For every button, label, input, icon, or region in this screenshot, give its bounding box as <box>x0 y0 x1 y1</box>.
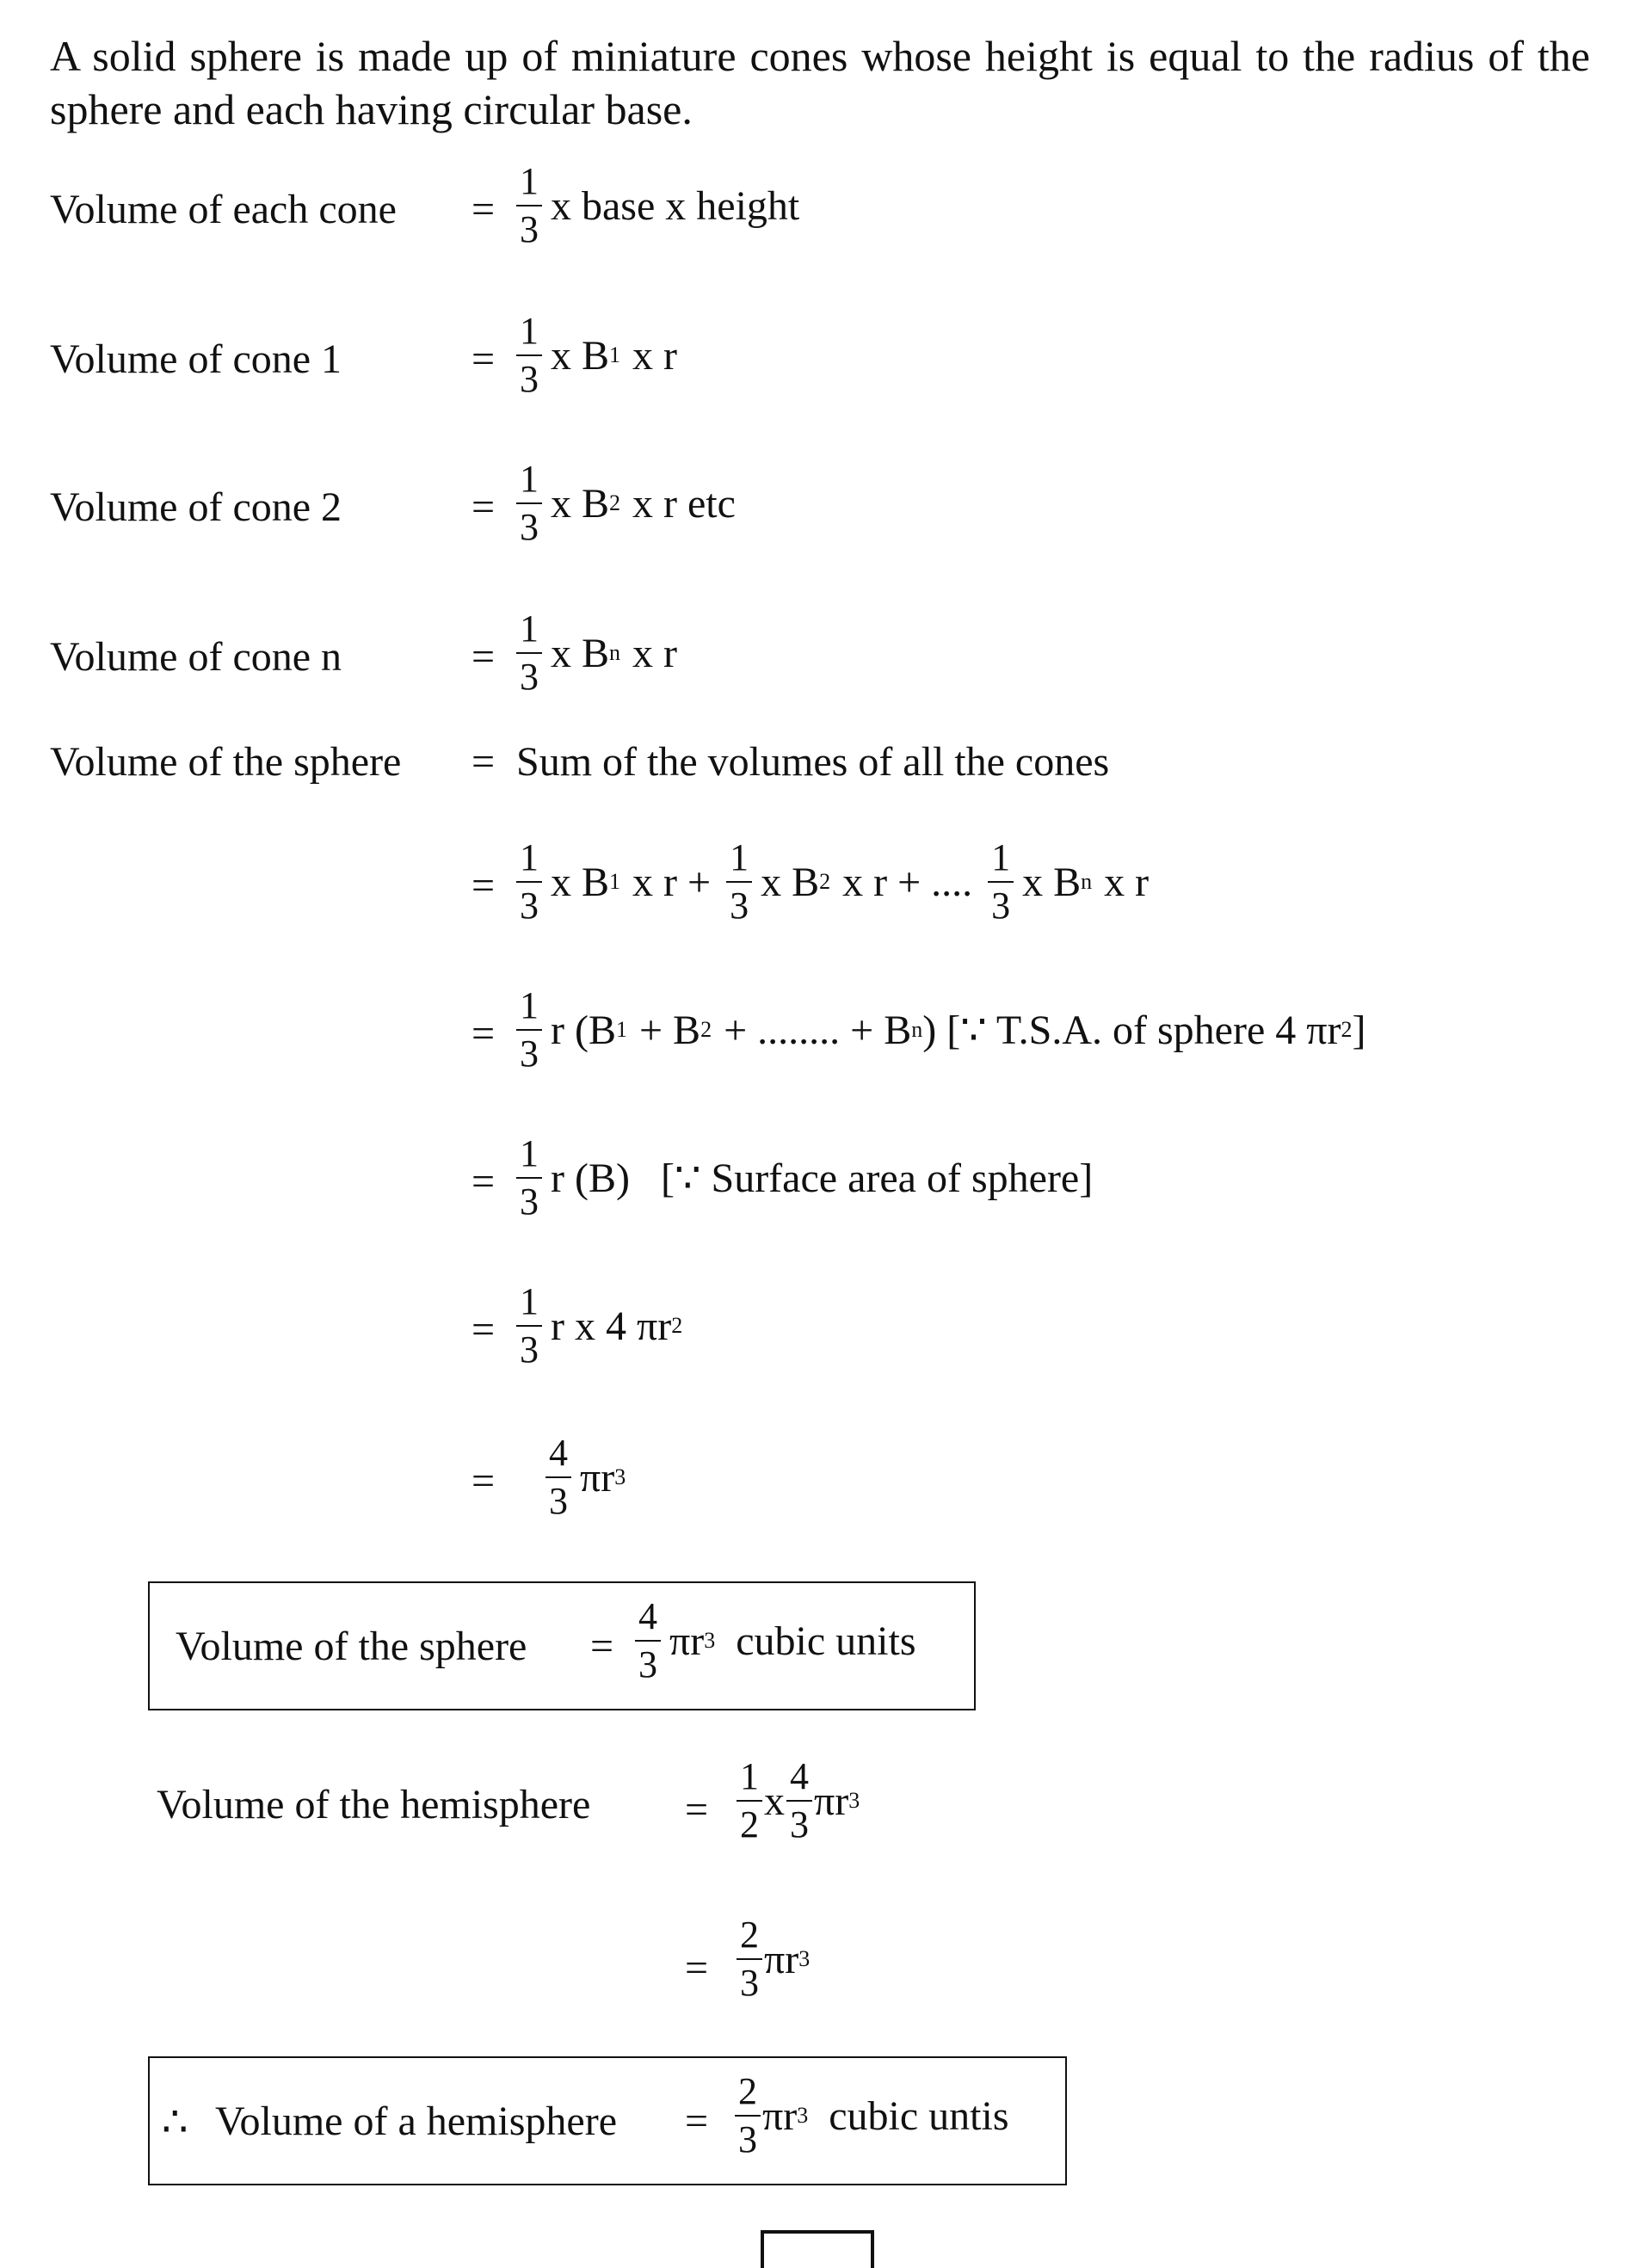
expression: $\frac{1}{3}$ r (B 1 + B 2 + ........ + B n ) [∵ T.S.A. of sphere 4 πr 2 ] <box>513 986 1365 1074</box>
therefore-symbol: ∴ <box>162 2099 188 2145</box>
expression: $\frac{1}{3}$ x B 2 x r etc <box>513 459 736 547</box>
row-volume-hemisphere-result <box>0 1905 1652 2034</box>
fraction: $\frac{2}{3}$ <box>735 2072 761 2160</box>
fraction: $\frac{4}{3}$ <box>635 1597 661 1685</box>
row-step-4 <box>0 1272 1652 1392</box>
row-volume-cone-2 <box>0 449 1652 570</box>
page-number-box <box>761 2230 874 2268</box>
expression: $\frac{1}{3}$ x B 1 x r <box>513 311 677 399</box>
row-volume-cone-n <box>0 599 1652 719</box>
label: Volume of cone 1 <box>50 336 342 382</box>
fraction: $\frac{1}{3}$ <box>516 311 542 399</box>
equals-sign: = <box>472 1011 496 1057</box>
row-volume-each-cone <box>0 151 1652 272</box>
equals-sign: = <box>472 634 496 680</box>
label: Volume of a hemisphere <box>215 2099 617 2144</box>
fraction: $\frac{1}{3}$ <box>516 1134 542 1222</box>
label: Volume of each cone <box>50 187 397 232</box>
fraction: $\frac{1}{3}$ <box>726 838 752 926</box>
intro-paragraph: A solid sphere is made up of miniature cones whose height is equal to the radius of the sphere and each having circular base. <box>50 32 1590 133</box>
label: Volume of cone 2 <box>50 484 342 530</box>
expression: $\frac{1}{3}$ r (B) [∵ Surface area of sphere] <box>513 1134 1093 1222</box>
equals-sign: = <box>685 2099 709 2144</box>
fraction: $\frac{1}{3}$ <box>516 838 542 926</box>
expression: $\frac{4}{3}$ πr 3 cubic units <box>632 1597 916 1685</box>
equals-sign: = <box>472 187 496 232</box>
fraction: $\frac{1}{2}$ <box>737 1757 762 1845</box>
row-volume-sphere-sum <box>0 733 1652 793</box>
label: Volume of the sphere <box>176 1624 527 1669</box>
expression: $\frac{2}{3}$ πr 3 cubic untis <box>731 2072 1009 2160</box>
expression: $\frac{1}{2}$ x $\frac{4}{3}$ πr 3 <box>733 1757 860 1845</box>
row-volume-hemisphere <box>0 1747 1652 1876</box>
fraction: $\frac{4}{3}$ <box>786 1757 812 1845</box>
expression: $\frac{2}{3}$ πr 3 <box>733 1915 810 2003</box>
equals-sign: = <box>472 739 496 785</box>
equals-sign: = <box>685 1945 709 1991</box>
result-box-sphere <box>148 1581 976 1710</box>
equals-sign: = <box>472 863 496 909</box>
expression: $\frac{4}{3}$ πr 3 <box>542 1433 626 1521</box>
expression: $\frac{1}{3}$ x B 1 x r + $\frac{1}{3}$ x B 2 x r + .... $\frac{1}{3}$ x B n x r <box>513 838 1149 926</box>
equals-sign: = <box>590 1624 614 1669</box>
expression: Sum of the volumes of all the cones <box>516 739 1110 785</box>
equals-sign: = <box>472 1458 496 1504</box>
label: Volume of the hemisphere <box>157 1782 591 1827</box>
fraction: $\frac{2}{3}$ <box>737 1915 762 2003</box>
row-step-2 <box>0 976 1652 1096</box>
expression: $\frac{1}{3}$ x base x height <box>513 162 799 250</box>
row-step-5 <box>0 1423 1652 1544</box>
result-box-hemisphere <box>148 2056 1067 2185</box>
expression: $\frac{1}{3}$ r x 4 πr 2 <box>513 1282 682 1370</box>
equals-sign: = <box>472 1307 496 1353</box>
fraction: $\frac{1}{3}$ <box>516 1282 542 1370</box>
row-volume-cone-1 <box>0 301 1652 422</box>
row-step-1 <box>0 828 1652 948</box>
fraction: $\frac{1}{3}$ <box>516 162 542 250</box>
fraction: $\frac{1}{3}$ <box>516 459 542 547</box>
label: Volume of cone n <box>50 634 342 680</box>
fraction: $\frac{1}{3}$ <box>516 609 542 697</box>
equals-sign: = <box>685 1787 709 1833</box>
equals-sign: = <box>472 336 496 382</box>
row-step-3 <box>0 1124 1652 1244</box>
equals-sign: = <box>472 1159 496 1205</box>
fraction: $\frac{4}{3}$ <box>546 1433 571 1521</box>
expression: $\frac{1}{3}$ x B n x r <box>513 609 677 697</box>
fraction: $\frac{1}{3}$ <box>516 986 542 1074</box>
label: Volume of the sphere <box>50 739 402 785</box>
fraction: $\frac{1}{3}$ <box>988 838 1014 926</box>
equals-sign: = <box>472 484 496 530</box>
